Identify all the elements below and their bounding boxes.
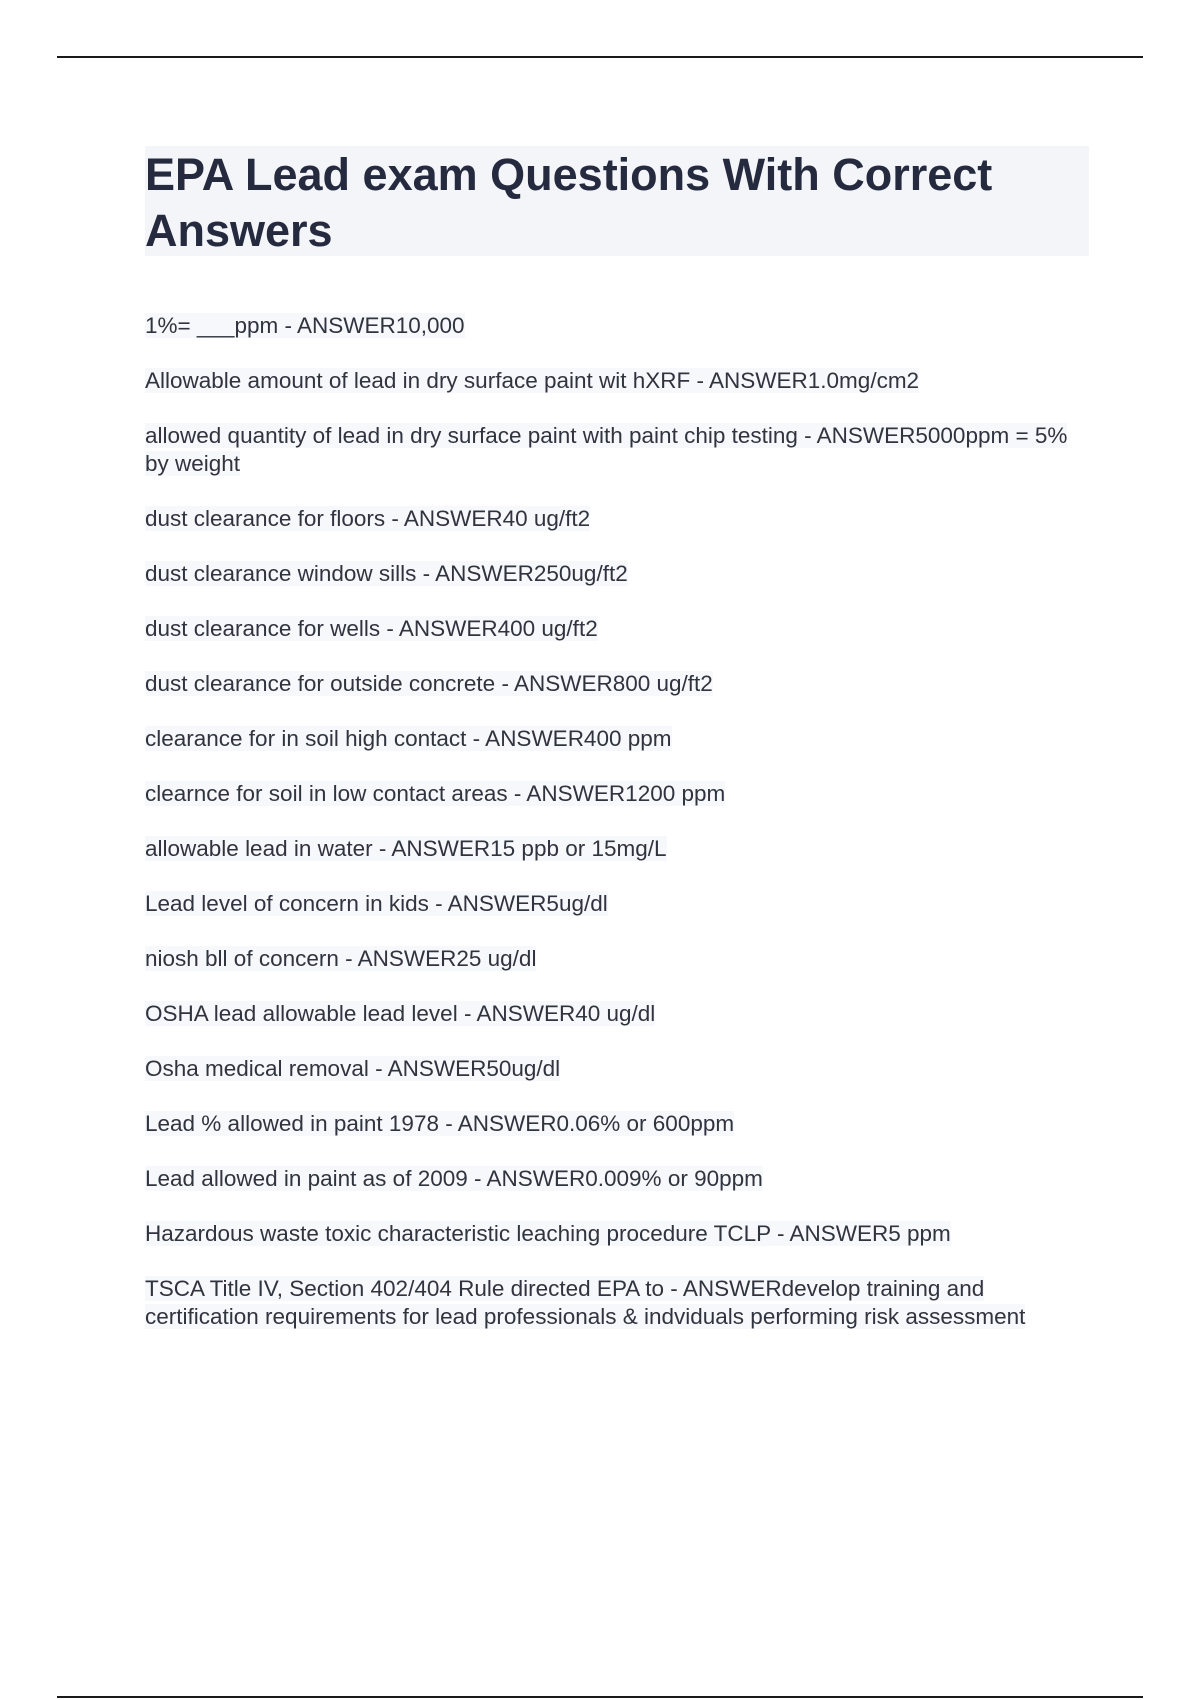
qa-text: Lead allowed in paint as of 2009 - ANSWER0.009% or 90ppm: [145, 1166, 763, 1191]
qa-text: OSHA lead allowable lead level - ANSWER40 ug/dl: [145, 1001, 656, 1026]
qa-item: [145, 615, 1089, 643]
qa-item: [145, 670, 1089, 698]
qa-item: [145, 1275, 1089, 1331]
qa-text: Allowable amount of lead in dry surface paint wit hXRF - ANSWER1.0mg/cm2: [145, 368, 920, 393]
qa-text: Osha medical removal - ANSWER50ug/dl: [145, 1056, 561, 1081]
qa-item: [145, 505, 1089, 533]
qa-item: [145, 312, 1089, 340]
qa-item: [145, 890, 1089, 918]
qa-text: dust clearance for outside concrete - ANSWER800 ug/ft2: [145, 671, 713, 696]
qa-text: Lead % allowed in paint 1978 - ANSWER0.06% or 600ppm: [145, 1111, 735, 1136]
qa-item: [145, 1220, 1089, 1248]
qa-item: [145, 1000, 1089, 1028]
page-title: EPA Lead exam Questions With Correct Answers: [145, 149, 993, 256]
qa-item: [145, 367, 1089, 395]
qa-item: [145, 1055, 1089, 1083]
qa-text: niosh bll of concern - ANSWER25 ug/dl: [145, 946, 537, 971]
qa-text: 1%= ___ppm - ANSWER10,000: [145, 313, 465, 338]
qa-text: clearance for in soil high contact - ANSWER400 ppm: [145, 726, 672, 751]
qa-item: [145, 945, 1089, 973]
top-rule: [57, 56, 1143, 58]
qa-item: [145, 780, 1089, 808]
bottom-rule: [57, 1696, 1143, 1698]
qa-text: TSCA Title IV, Section 402/404 Rule directed EPA to - ANSWERdevelop training and certification requirements for lead professionals & indviduals performing risk assessment: [145, 1276, 1026, 1329]
qa-text: Hazardous waste toxic characteristic leaching procedure TCLP - ANSWER5 ppm: [145, 1221, 951, 1246]
qa-item: [145, 560, 1089, 588]
qa-item: [145, 1110, 1089, 1138]
qa-text: dust clearance for floors - ANSWER40 ug/ft2: [145, 506, 591, 531]
qa-text: allowed quantity of lead in dry surface paint with paint chip testing - ANSWER5000ppm = 5% by weight: [145, 423, 1068, 476]
qa-item: [145, 422, 1089, 478]
qa-text: clearnce for soil in low contact areas - ANSWER1200 ppm: [145, 781, 726, 806]
qa-text: dust clearance for wells - ANSWER400 ug/ft2: [145, 616, 598, 641]
qa-text: allowable lead in water - ANSWER15 ppb or 15mg/L: [145, 836, 667, 861]
qa-text: dust clearance window sills - ANSWER250ug/ft2: [145, 561, 628, 586]
qa-item: [145, 725, 1089, 753]
qa-item: [145, 1165, 1089, 1193]
qa-item: [145, 835, 1089, 863]
qa-list: [145, 312, 1089, 1358]
qa-text: Lead level of concern in kids - ANSWER5ug/dl: [145, 891, 608, 916]
